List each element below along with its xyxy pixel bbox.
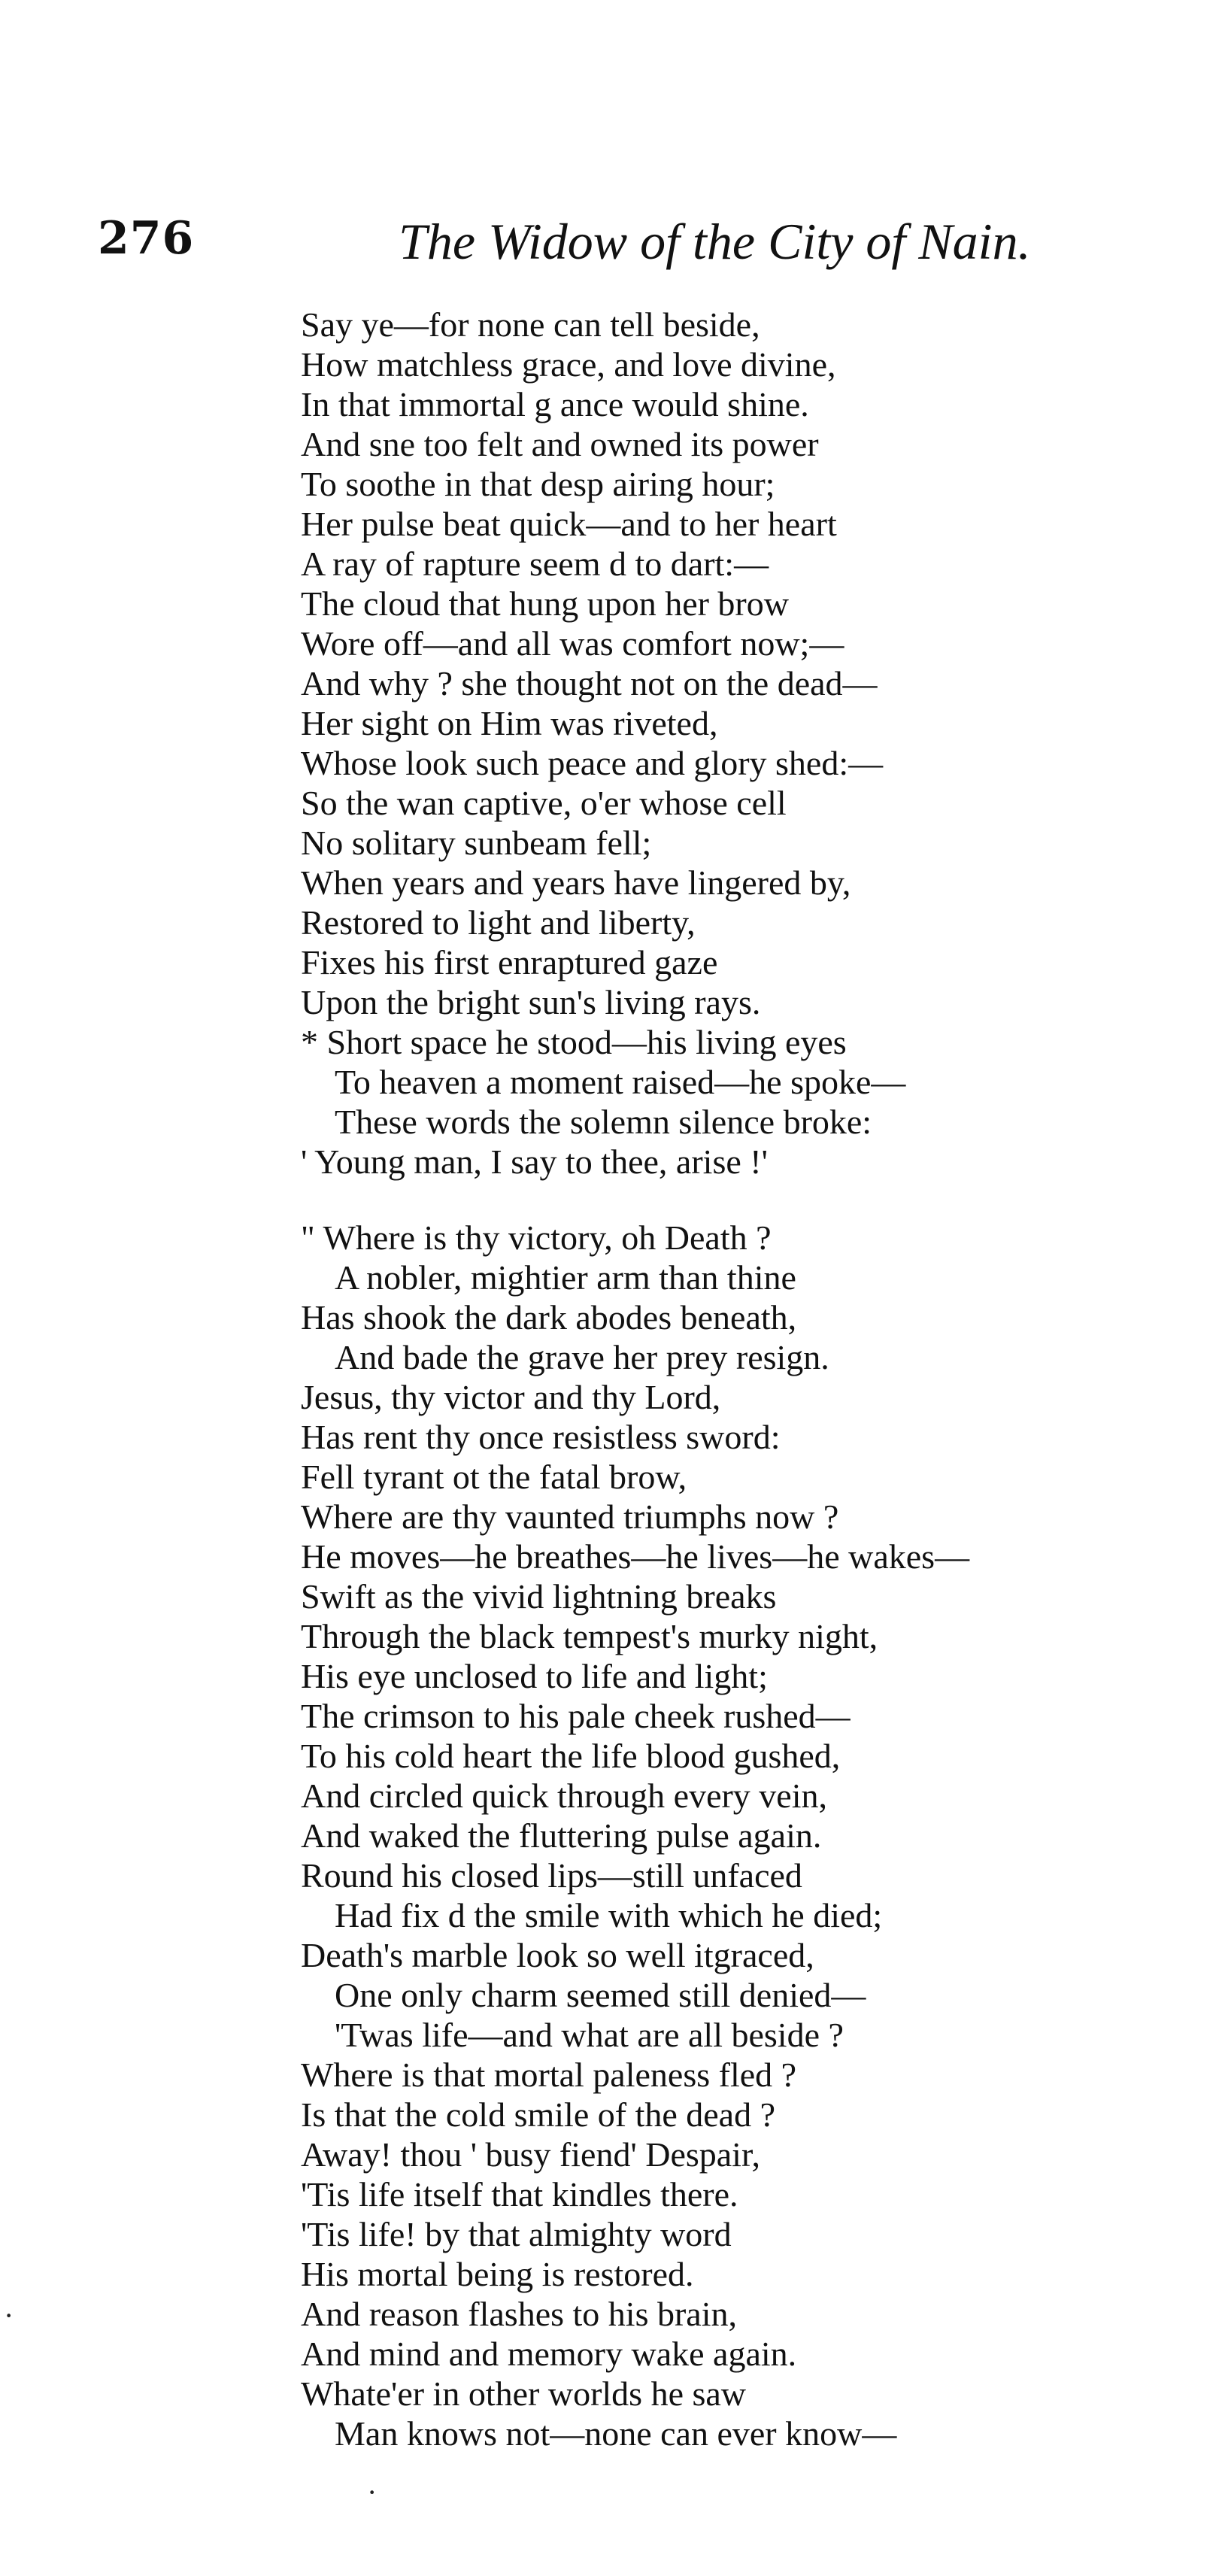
poem-line: And circled quick through every vein, — [301, 1776, 827, 1815]
poem-line: ' Young man, I say to thee, arise !' — [301, 1142, 768, 1181]
poem-line: And sne too felt and owned its power — [301, 425, 819, 463]
poem-line: The crimson to his pale cheek rushed— — [301, 1697, 851, 1735]
poem-line: 'Tis life itself that kindles there. — [301, 2175, 738, 2213]
poem-line: Fixes his first enraptured gaze — [301, 943, 718, 982]
poem-line: To his cold heart the life blood gushed, — [301, 1737, 841, 1775]
stray-ink-mark: · — [4, 2298, 14, 2332]
poem-line: * Short space he stood—his living eyes — [301, 1023, 847, 1061]
poem-line: And reason flashes to his brain, — [301, 2295, 737, 2333]
poem-line: Had fix d the smile with which he died; — [335, 1896, 883, 1934]
poem-line: Where is that mortal paleness fled ? — [301, 2056, 797, 2094]
poem-line: No solitary sunbeam fell; — [301, 824, 652, 862]
poem-line: Where are thy vaunted triumphs now ? — [301, 1497, 839, 1536]
poem-line: When years and years have lingered by, — [301, 863, 851, 902]
poem-line: Jesus, thy victor and thy Lord, — [301, 1378, 721, 1416]
poem-line: Fell tyrant ot the fatal brow, — [301, 1458, 687, 1496]
poem-line: The cloud that hung upon her brow — [301, 584, 789, 623]
poem-line: In that immortal g ance would shine. — [301, 385, 809, 423]
poem-line: Through the black tempest's murky night, — [301, 1617, 878, 1655]
poem-line: His mortal being is restored. — [301, 2255, 694, 2293]
poem-line: A ray of rapture seem d to dart:— — [301, 545, 769, 583]
poem-line: 'Tis life! by that almighty word — [301, 2215, 732, 2253]
poem-line: He moves—he breathes—he lives—he wakes— — [301, 1537, 970, 1576]
poem-line: One only charm seemed still denied— — [335, 1976, 866, 2014]
poem-line: These words the solemn silence broke: — [335, 1103, 872, 1141]
poem-line: Whose look such peace and glory shed:— — [301, 744, 884, 782]
poem-line: And why ? she thought not on the dead— — [301, 664, 878, 702]
poem-line: To heaven a moment raised—he spoke— — [335, 1063, 906, 1101]
poem-line: " Where is thy victory, oh Death ? — [301, 1218, 772, 1257]
poem-line: Wore off—and all was comfort now;— — [301, 624, 844, 663]
stanza-break — [301, 1182, 1166, 1218]
poem-line: Has shook the dark abodes beneath, — [301, 1298, 797, 1337]
poem-line: Whate'er in other worlds he saw — [301, 2374, 747, 2413]
running-title: The Widow of the City of Nain. — [399, 213, 1031, 270]
poem-line: And bade the grave her prey resign. — [335, 1338, 829, 1376]
poem-line: Death's marble look so well itgraced, — [301, 1936, 814, 1974]
poem-line: Her pulse beat quick—and to her heart — [301, 505, 837, 543]
poem-line: Swift as the vivid lightning breaks — [301, 1577, 777, 1616]
poem-line: Upon the bright sun's living rays. — [301, 983, 761, 1021]
poem-line: To soothe in that desp airing hour; — [301, 465, 775, 503]
page-number: 276 — [98, 212, 195, 265]
poem-line: Has rent thy once resistless sword: — [301, 1418, 781, 1456]
poem-line: So the wan captive, o'er whose cell — [301, 784, 787, 822]
poem-line: Is that the cold smile of the dead ? — [301, 2095, 776, 2134]
poem-line: And waked the fluttering pulse again. — [301, 1816, 822, 1855]
poem-line: Round his closed lips—still unfaced — [301, 1856, 802, 1895]
poem-line: Restored to light and liberty, — [301, 903, 696, 942]
page-header — [98, 212, 1060, 280]
poem-line: A nobler, mightier arm than thine — [335, 1258, 796, 1297]
poem-line: Man knows not—none can ever know— — [335, 2414, 897, 2453]
poem-line: 'Twas life—and what are all beside ? — [335, 2016, 844, 2054]
poem-line: His eye unclosed to life and light; — [301, 1657, 768, 1695]
stray-ink-mark: · — [367, 2475, 378, 2509]
poem-line: Away! thou ' busy fiend' Despair, — [301, 2135, 760, 2174]
poem-text — [301, 305, 1166, 2453]
poem-line: How matchless grace, and love divine, — [301, 345, 836, 384]
poem-line: And mind and memory wake again. — [301, 2335, 797, 2373]
poem-line: Say ye—for none can tell beside, — [301, 305, 760, 344]
poem-line: Her sight on Him was riveted, — [301, 704, 718, 742]
